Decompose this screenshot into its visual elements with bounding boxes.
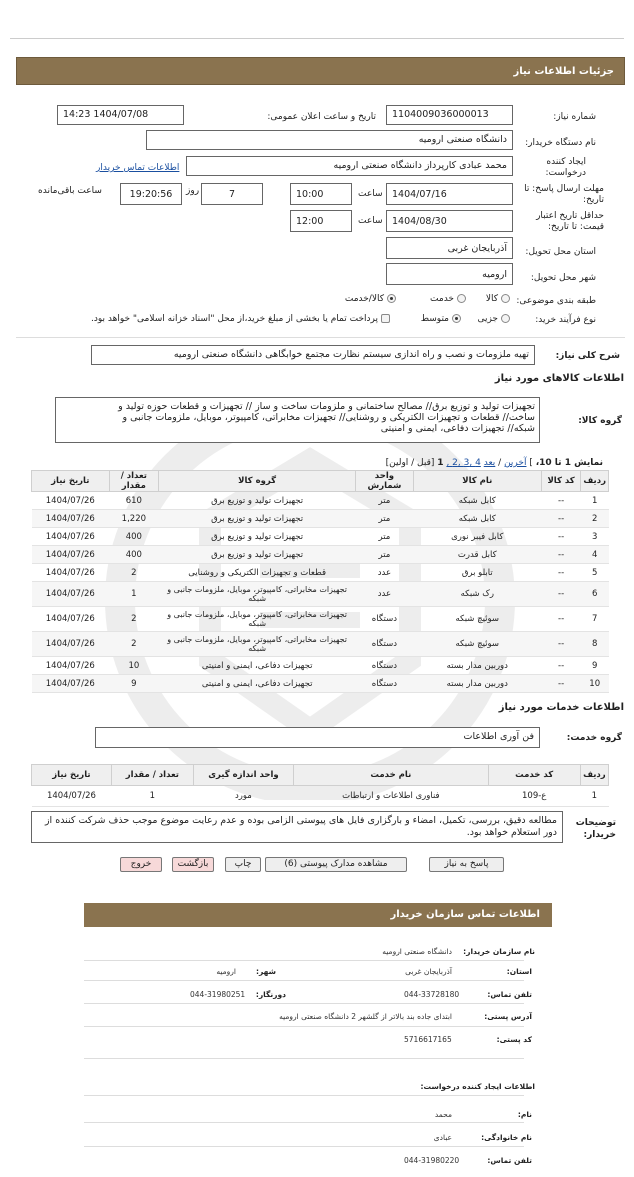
col-name: نام کالا xyxy=(413,471,541,492)
cell-name: دوربین مدار بسته xyxy=(413,675,541,693)
org-label: نام سازمان خریدار: xyxy=(463,947,535,956)
svc-col-code: کد خدمت xyxy=(488,765,580,786)
cell-name: رک شبکه xyxy=(413,582,541,607)
cell-unit: متر xyxy=(356,492,414,510)
validity-time-field: 12:00 xyxy=(290,210,352,232)
contact-divider xyxy=(84,1095,524,1096)
cell-row: 8 xyxy=(581,632,609,657)
buyer-field: دانشگاه صنعتی ارومیه xyxy=(146,130,513,150)
service-group-label: گروه خدمت: xyxy=(566,733,622,743)
deadline-time-field: 10:00 xyxy=(290,183,352,205)
cell-date: 1404/07/26 xyxy=(32,510,110,528)
cell-date: 1404/07/26 xyxy=(32,607,110,632)
services-section-title: اطلاعات خدمات مورد نیاز xyxy=(498,702,624,713)
cell-unit: متر xyxy=(356,546,414,564)
validity-time-label: ساعت xyxy=(358,216,383,226)
cell-group: تجهیزات دفاعی، ایمنی و امنیتی xyxy=(159,657,356,675)
cell-unit: عدد xyxy=(356,564,414,582)
contact-divider xyxy=(84,1146,524,1147)
cell-qty: 2 xyxy=(109,607,159,632)
goods-pager: نمایش 1 تا 10، ] آخرین / بعد 4 ,3 ,2 , 1 [قبل / اولین] xyxy=(385,458,603,468)
creator-phone-value: 044-31980220 xyxy=(404,1156,460,1165)
contact-divider xyxy=(84,960,524,961)
remaining-days-field: 7 xyxy=(201,183,263,205)
cell-unit: عدد xyxy=(356,582,414,607)
col-code: کد کالا xyxy=(541,471,581,492)
contact-divider xyxy=(84,1026,524,1027)
buyer-contact-link[interactable]: اطلاعات تماس خریدار xyxy=(96,163,180,173)
buyer-label: نام دستگاه خریدار: xyxy=(525,138,596,148)
back-button[interactable]: بازگشت xyxy=(172,857,214,872)
cell-unit: دستگاه xyxy=(356,657,414,675)
cell-group: قطعات و تجهیزات الکتریکی و روشنایی xyxy=(159,564,356,582)
svc-cell-unit: مورد xyxy=(193,786,293,807)
table-row xyxy=(32,632,609,657)
cell-unit: دستگاه xyxy=(356,632,414,657)
remaining-time-label: ساعت باقی‌مانده xyxy=(38,186,102,196)
svc-col-row: ردیف xyxy=(580,765,608,786)
table-row xyxy=(32,607,609,632)
cell-group: تجهیزات تولید و توزیع برق xyxy=(159,528,356,546)
cell-date: 1404/07/26 xyxy=(32,675,110,693)
contact-postal-label: کد پستی: xyxy=(496,1035,532,1044)
contact-divider xyxy=(84,980,524,981)
col-row: ردیف xyxy=(581,471,609,492)
cell-name: دوربین مدار بسته xyxy=(413,657,541,675)
creator-name-label: نام: xyxy=(517,1110,532,1119)
cell-name: کابل فیبر نوری xyxy=(413,528,541,546)
cell-unit: متر xyxy=(356,528,414,546)
deadline-label: مهلت ارسال پاسخ: تا تاریخ: xyxy=(524,184,604,205)
cell-group: تجهیزات تولید و توزیع برق xyxy=(159,510,356,528)
contact-section-title: اطلاعات تماس سازمان خریدار xyxy=(84,903,552,927)
cell-code: -- xyxy=(541,546,581,564)
goods-section-title: اطلاعات کالاهای مورد نیاز xyxy=(494,373,624,384)
category-radio-goods[interactable]: کالا xyxy=(486,294,510,304)
table-row xyxy=(32,582,609,607)
svc-col-unit: واحد اندازه گیری xyxy=(193,765,293,786)
table-row xyxy=(32,564,609,582)
cell-code: -- xyxy=(541,528,581,546)
cell-group: تجهیزات دفاعی، ایمنی و امنیتی xyxy=(159,675,356,693)
contact-divider xyxy=(84,1058,524,1059)
remaining-time-field: 19:20:56 xyxy=(120,183,182,205)
cell-date: 1404/07/26 xyxy=(32,657,110,675)
table-row xyxy=(32,528,609,546)
cell-qty: 610 xyxy=(109,492,159,510)
cell-date: 1404/07/26 xyxy=(32,492,110,510)
pager-next-link[interactable]: بعد xyxy=(483,458,496,468)
contact-divider xyxy=(84,1122,524,1123)
service-group-field: فن آوری اطلاعات xyxy=(95,727,540,748)
contact-city-label: شهر: xyxy=(256,967,276,976)
city-label: شهر محل تحویل: xyxy=(530,273,596,283)
summary-field: تهیه ملزومات و نصب و راه اندازی سیستم نظارت مجتمع خوابگاهی دانشگاه صنعتی ارومیه xyxy=(91,345,535,365)
cell-code: -- xyxy=(541,632,581,657)
table-row xyxy=(32,546,609,564)
cell-row: 9 xyxy=(581,657,609,675)
pager-pages-links[interactable]: 4 ,3 ,2 , xyxy=(446,458,481,468)
svc-cell-row: 1 xyxy=(580,786,608,807)
process-radio-medium[interactable]: متوسط xyxy=(421,314,461,324)
table-row xyxy=(32,675,609,693)
top-divider xyxy=(10,38,624,39)
announce-field: 1404/07/08 14:23 xyxy=(57,105,184,125)
cell-date: 1404/07/26 xyxy=(32,582,110,607)
need-number-label: شماره نیاز: xyxy=(553,112,596,122)
creator-family-label: نام خانوادگی: xyxy=(481,1133,532,1142)
goods-group-field: تجهیزات تولید و توزیع برق// مصالح ساختمانی و ملزومات ساخت و ساز // تجهیزات و قطعات حوزه تولید و ساخت// قطعات و تجهیزات الکتریکی و روشنایی// تجهیزات مخابراتی، کامپیوتر، موبایل، ملزومات جانبی و شبکه// تجهیزات دفاعی، ایمنی و امنیتی xyxy=(55,397,540,443)
col-group: گروه کالا xyxy=(159,471,356,492)
remaining-days-label: روز xyxy=(186,186,200,196)
contact-address-label: آدرس پستی: xyxy=(484,1012,532,1021)
cell-qty: 400 xyxy=(109,528,159,546)
contact-city-value: ارومیه xyxy=(216,967,236,976)
cell-qty: 400 xyxy=(109,546,159,564)
cell-group: تجهیزات تولید و توزیع برق xyxy=(159,546,356,564)
contact-phone-label: تلفن تماس: xyxy=(487,990,532,999)
creator-label: ایجاد کننده درخواست: xyxy=(545,157,586,178)
province-label: استان محل تحویل: xyxy=(525,247,596,257)
deadline-date-field: 1404/07/16 xyxy=(386,183,513,205)
svc-col-name: نام خدمت xyxy=(294,765,489,786)
creator-info-title: اطلاعات ایجاد کننده درخواست: xyxy=(420,1082,535,1091)
province-field: آذربایجان غربی xyxy=(386,237,513,259)
cell-row: 6 xyxy=(581,582,609,607)
table-row xyxy=(32,492,609,510)
cell-date: 1404/07/26 xyxy=(32,632,110,657)
cell-name: کابل شبکه xyxy=(413,510,541,528)
goods-table xyxy=(31,470,609,693)
cell-qty: 10 xyxy=(109,657,159,675)
org-value: دانشگاه صنعتی ارومیه xyxy=(382,947,452,956)
reply-button[interactable]: پاسخ به نیاز xyxy=(429,857,504,872)
city-field: ارومیه xyxy=(386,263,513,285)
contact-province-label: استان: xyxy=(506,967,532,976)
services-table-header xyxy=(32,765,609,786)
process-label: نوع فرآیند خرید: xyxy=(535,315,596,325)
announce-label: تاریخ و ساعت اعلان عمومی: xyxy=(267,112,376,122)
svc-cell-name: فناوری اطلاعات و ارتباطات xyxy=(294,786,489,807)
pager-last-link[interactable]: آخرین xyxy=(504,458,527,468)
notes-field: مطالعه دقیق، بررسی، تکمیل، امضاء و بارگزاری فایل های پیوستی الزامی بوده و عدم رعایت موضوع موجب حذف شرکت کننده از دور استعلام خواهد بود. xyxy=(31,811,563,843)
page-title: جزئیات اطلاعات نیاز xyxy=(16,57,625,85)
svc-col-qty: تعداد / مقدار xyxy=(111,765,193,786)
creator-name-value: محمد xyxy=(434,1110,452,1119)
contact-divider xyxy=(84,1003,524,1004)
cell-date: 1404/07/26 xyxy=(32,546,110,564)
goods-table-header xyxy=(32,471,609,492)
cell-group: تجهیزات تولید و توزیع برق xyxy=(159,492,356,510)
category-label: طبقه بندی موضوعی: xyxy=(516,296,596,306)
validity-label: حداقل تاریخ اعتبار قیمت: تا تاریخ: xyxy=(536,211,604,232)
creator-field: محمد عبادی کارپرداز دانشگاه صنعتی ارومیه xyxy=(186,156,513,176)
services-table xyxy=(31,764,609,807)
table-row xyxy=(32,657,609,675)
cell-row: 3 xyxy=(581,528,609,546)
creator-phone-label: تلفن تماس: xyxy=(487,1156,532,1165)
cell-name: کابل قدرت xyxy=(413,546,541,564)
cell-name: سوئیچ شبکه xyxy=(413,607,541,632)
process-radio-minor[interactable]: جزیی xyxy=(477,314,510,324)
creator-family-value: عبادی xyxy=(433,1133,452,1142)
cell-date: 1404/07/26 xyxy=(32,528,110,546)
svc-cell-date: 1404/07/26 xyxy=(32,786,112,807)
summary-label: شرح کلی نیاز: xyxy=(555,351,620,361)
category-radio-service[interactable]: خدمت xyxy=(430,294,466,304)
cell-qty: 1,220 xyxy=(109,510,159,528)
validity-date-field: 1404/08/30 xyxy=(386,210,513,232)
cell-qty: 9 xyxy=(109,675,159,693)
contact-address-value: ابتدای جاده بند بالاتر از گلشهر 2 دانشگاه صنعتی ارومیه xyxy=(279,1012,452,1021)
goods-group-label: گروه کالا: xyxy=(578,416,622,426)
cell-name: تابلو برق xyxy=(413,564,541,582)
attachments-button[interactable]: مشاهده مدارک پیوستی (6) xyxy=(265,857,407,872)
deadline-time-label: ساعت xyxy=(358,189,383,199)
col-qty: تعداد / مقدار xyxy=(109,471,159,492)
cell-code: -- xyxy=(541,582,581,607)
contact-fax-value: 044-31980251 xyxy=(190,990,246,999)
contact-province-value: آذربایجان غربی xyxy=(405,967,452,976)
payment-checkbox[interactable]: پرداخت تمام یا بخشی از مبلغ خرید،از محل "اسناد خزانه اسلامی" خواهد بود. xyxy=(91,314,390,324)
col-date: تاریخ نیاز xyxy=(32,471,110,492)
cell-unit: متر xyxy=(356,510,414,528)
need-number-field: 1104009036000013 xyxy=(386,105,513,125)
cell-unit: دستگاه xyxy=(356,607,414,632)
cell-unit: دستگاه xyxy=(356,675,414,693)
svc-cell-qty: 1 xyxy=(111,786,193,807)
cell-row: 10 xyxy=(581,675,609,693)
exit-button[interactable]: خروج xyxy=(120,857,162,872)
category-radio-goods-service[interactable]: کالا/خدمت xyxy=(345,294,396,304)
cell-code: -- xyxy=(541,675,581,693)
cell-code: -- xyxy=(541,607,581,632)
cell-code: -- xyxy=(541,492,581,510)
cell-qty: 2 xyxy=(109,564,159,582)
svc-cell-code: ع-109 xyxy=(488,786,580,807)
print-button[interactable]: چاپ xyxy=(225,857,261,872)
cell-group: تجهیزات مخابراتی، کامپیوتر، موبایل، ملزومات جانبی و شبکه xyxy=(159,607,356,632)
contact-fax-label: دورنگار: xyxy=(255,990,286,999)
cell-row: 5 xyxy=(581,564,609,582)
notes-label: توضیحات خریدار: xyxy=(575,818,616,840)
cell-code: -- xyxy=(541,510,581,528)
cell-row: 1 xyxy=(581,492,609,510)
table-row xyxy=(32,510,609,528)
contact-postal-value: 5716617165 xyxy=(404,1035,452,1044)
cell-qty: 2 xyxy=(109,632,159,657)
col-unit: واحد شمارش xyxy=(356,471,414,492)
section-divider xyxy=(16,337,625,338)
cell-code: -- xyxy=(541,657,581,675)
cell-date: 1404/07/26 xyxy=(32,564,110,582)
cell-row: 2 xyxy=(581,510,609,528)
cell-group: تجهیزات مخابراتی، کامپیوتر، موبایل، ملزومات جانبی و شبکه xyxy=(159,632,356,657)
cell-row: 4 xyxy=(581,546,609,564)
cell-group: تجهیزات مخابراتی، کامپیوتر، موبایل، ملزومات جانبی و شبکه xyxy=(159,582,356,607)
svc-col-date: تاریخ نیاز xyxy=(32,765,112,786)
contact-phone-value: 044-33728180 xyxy=(404,990,460,999)
cell-name: کابل شبکه xyxy=(413,492,541,510)
cell-name: سوئیچ شبکه xyxy=(413,632,541,657)
cell-qty: 1 xyxy=(109,582,159,607)
cell-code: -- xyxy=(541,564,581,582)
table-row xyxy=(32,786,609,807)
cell-row: 7 xyxy=(581,607,609,632)
